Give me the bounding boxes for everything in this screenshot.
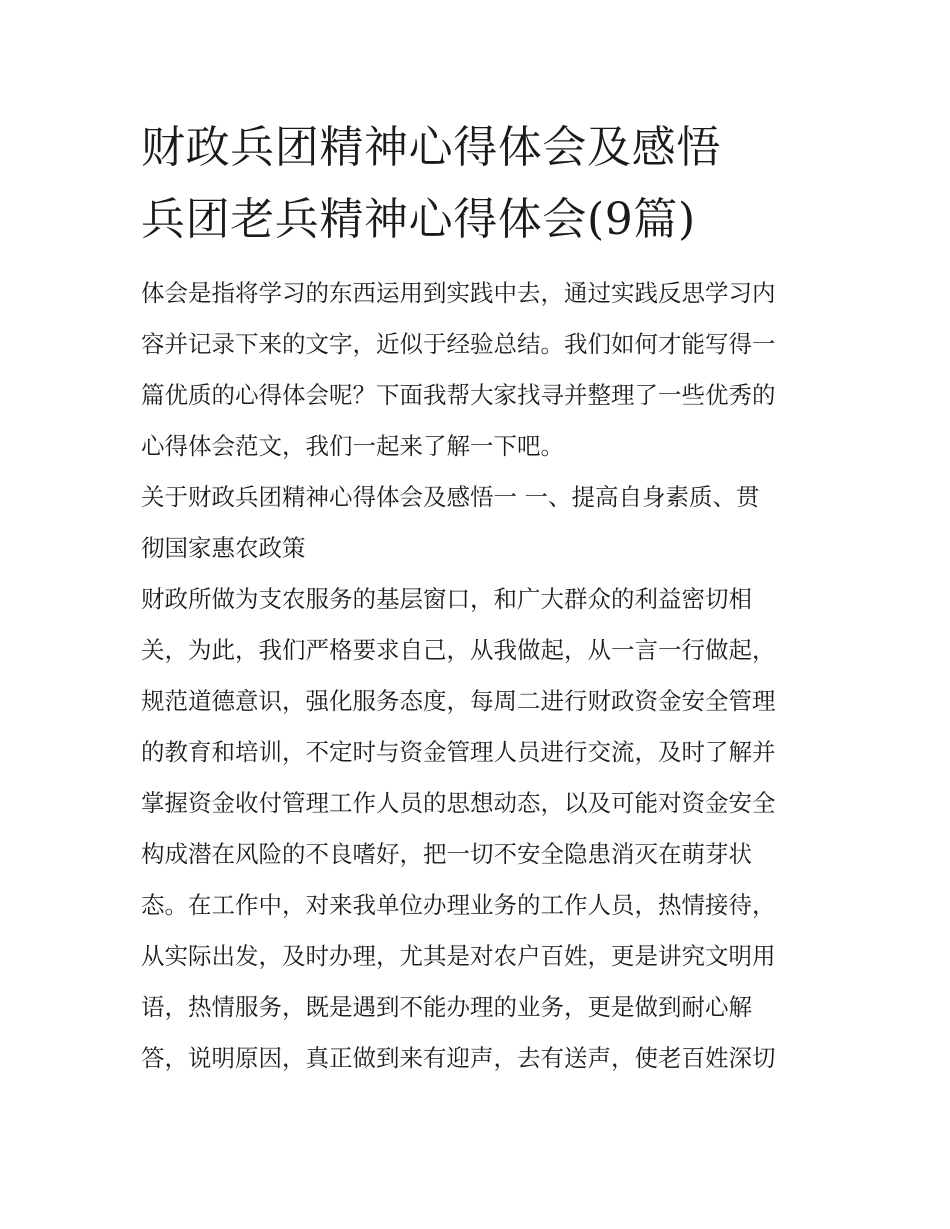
text-line: 从实际出发，及时办理，尤其是对农户百姓，更是讲究文明用 [141, 942, 776, 970]
title-line: 兵团老兵精神心得体会(9篇) [141, 194, 696, 245]
text-line: 篇优质的心得体会呢？下面我帮大家找寻并整理了一些优秀的 [141, 381, 776, 409]
body-paragraph [141, 574, 813, 1084]
text-line: 规范道德意识，强化服务态度，每周二进行财政资金安全管理 [141, 687, 776, 715]
document-body [141, 268, 813, 1084]
section-heading-paragraph [141, 472, 813, 574]
text-line: 彻国家惠农政策 [141, 534, 306, 562]
text-line: 体会是指将学习的东西运用到实践中去，通过实践反思学习内 [141, 279, 776, 307]
title-line: 财政兵团精神心得体会及感悟 [141, 122, 721, 173]
text-line: 容并记录下来的文字，近似于经验总结。我们如何才能写得一 [141, 330, 776, 358]
text-line: 语，热情服务，既是遇到不能办理的业务，更是做到耐心解 [141, 993, 752, 1021]
text-line: 心得体会范文，我们一起来了解一下吧。 [141, 432, 564, 460]
text-line: 态。在工作中，对来我单位办理业务的工作人员，热情接待， [141, 891, 776, 919]
text-line: 的教育和培训，不定时与资金管理人员进行交流，及时了解并 [141, 738, 776, 766]
intro-paragraph [141, 268, 813, 472]
text-line: 关，为此，我们严格要求自己，从我做起，从一言一行做起， [141, 636, 776, 664]
text-line: 掌握资金收付管理工作人员的思想动态，以及可能对资金安全 [141, 789, 776, 817]
document-title [141, 112, 813, 256]
text-line: 答，说明原因，真正做到来有迎声，去有送声，使老百姓深切 [141, 1044, 776, 1072]
text-line: 财政所做为支农服务的基层窗口，和广大群众的利益密切相 [141, 585, 752, 613]
document-content [141, 112, 813, 1084]
text-line: 关于财政兵团精神心得体会及感悟一 一、提高自身素质、贯 [141, 483, 760, 511]
text-line: 构成潜在风险的不良嗜好，把一切不安全隐患消灭在萌芽状 [141, 840, 752, 868]
